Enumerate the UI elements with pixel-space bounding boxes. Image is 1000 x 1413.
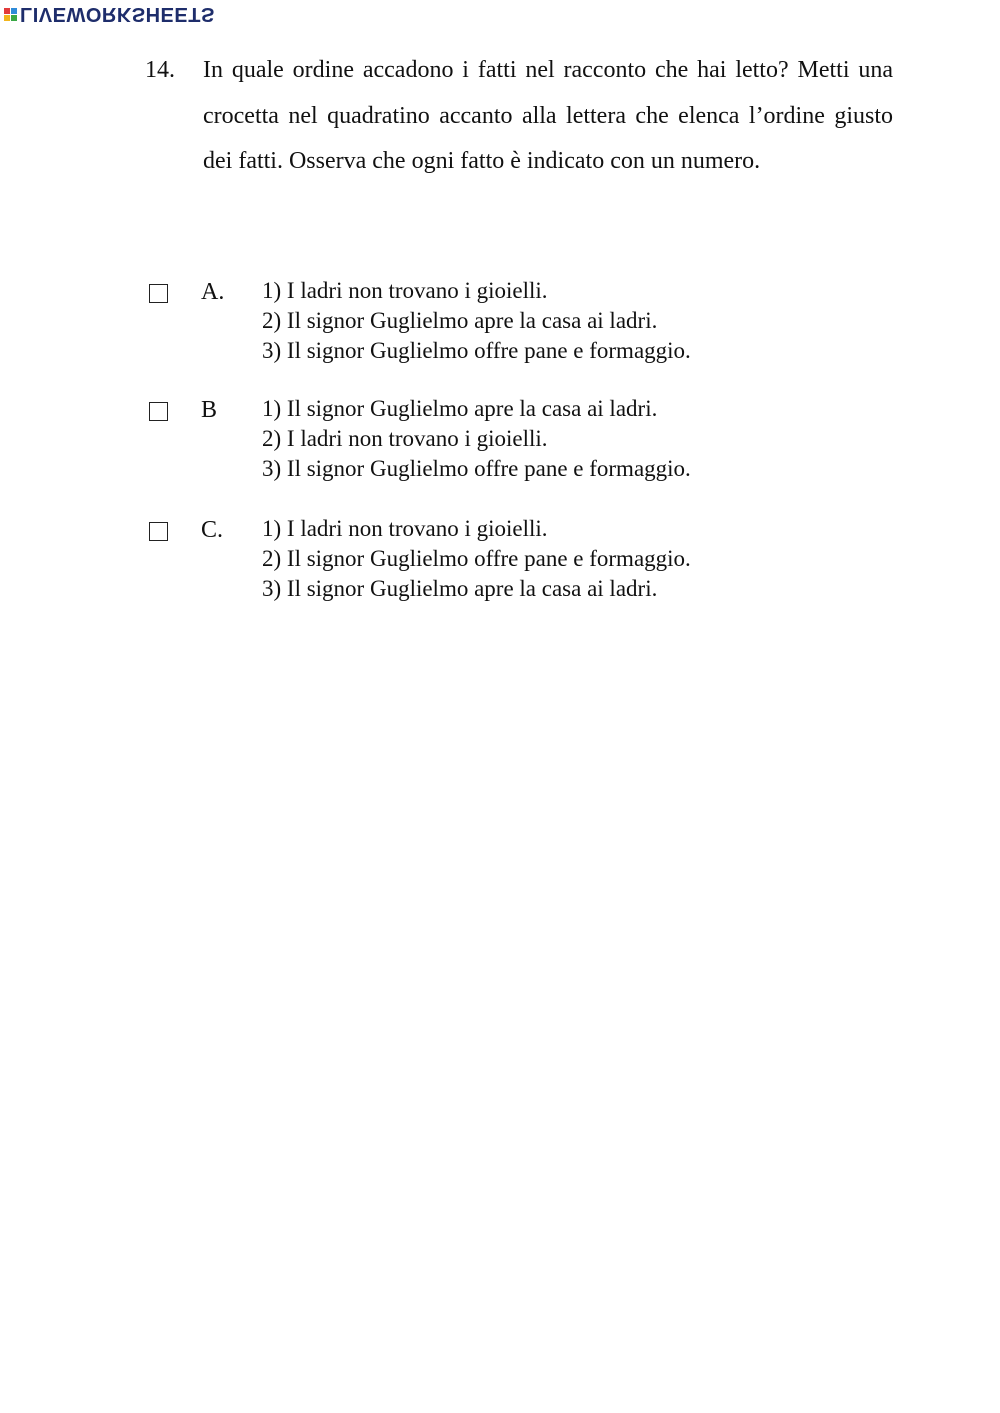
option-b-line-1: 1) Il signor Guglielmo apre la casa ai ladri. [262, 396, 658, 421]
option-b [145, 394, 845, 486]
option-c [145, 514, 845, 604]
option-a-line-2: 2) Il signor Guglielmo apre la casa ai ladri. [262, 308, 658, 333]
logo-square-blue [11, 8, 17, 14]
option-a-line-1: 1) I ladri non trovano i gioielli. [262, 278, 548, 303]
option-b-lines [262, 394, 691, 484]
option-b-line-2: 2) I ladri non trovano i gioielli. [262, 426, 548, 451]
logo-square-green [11, 15, 17, 21]
brand-name: LIVEWORKSHEETS [20, 3, 215, 25]
option-c-line-2: 2) Il signor Guglielmo offre pane e formaggio. [262, 546, 691, 571]
liveworksheets-logo [4, 4, 215, 24]
option-a-checkbox[interactable] [149, 284, 168, 303]
option-a [145, 276, 845, 366]
option-a-letter: A. [201, 279, 225, 305]
option-c-checkbox[interactable] [149, 522, 168, 541]
brand-logo-icon [4, 8, 17, 21]
option-c-lines [262, 514, 691, 604]
option-b-checkbox[interactable] [149, 402, 168, 421]
question-block [145, 48, 893, 185]
logo-square-yellow [4, 15, 10, 21]
option-b-letter: B [201, 397, 218, 423]
option-c-line-3: 3) Il signor Guglielmo apre la casa ai ladri. [262, 576, 658, 601]
question-text: In quale ordine accadono i fatti nel racconto che hai letto? Metti una crocetta nel quadratino accanto alla lettera che elenca l’ordine giusto dei fatti. Osserva che ogni fatto è indicato con un numero. [203, 57, 893, 174]
answer-options [145, 276, 845, 632]
option-a-line-3: 3) Il signor Guglielmo offre pane e formaggio. [262, 338, 691, 363]
option-c-line-1: 1) I ladri non trovano i gioielli. [262, 516, 548, 541]
option-b-line-3: 3) Il signor Guglielmo offre pane e formaggio. [262, 456, 691, 481]
option-a-lines [262, 276, 691, 366]
option-c-letter: C. [201, 517, 224, 543]
question-number: 14. [145, 57, 175, 83]
logo-square-red [4, 8, 10, 14]
